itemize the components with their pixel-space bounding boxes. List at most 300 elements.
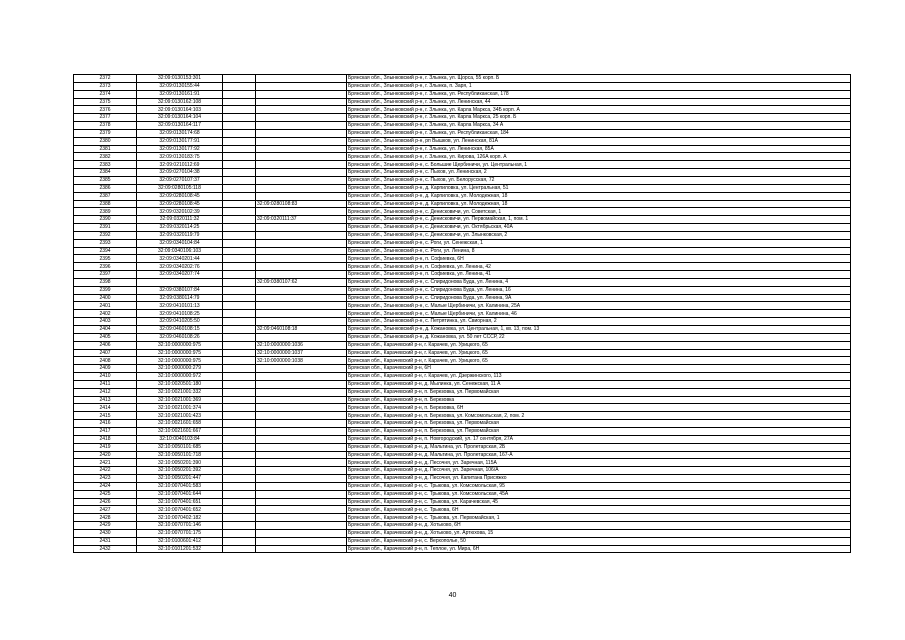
cadastral-number-cell: 32:10:0021601:658 bbox=[137, 420, 223, 428]
related-number-cell bbox=[256, 247, 347, 255]
row-number-cell: 2391 bbox=[74, 224, 137, 232]
related-number-cell bbox=[256, 145, 347, 153]
related-number-cell bbox=[256, 302, 347, 310]
row-number-cell: 2372 bbox=[74, 75, 137, 83]
empty-cell bbox=[223, 396, 256, 404]
related-number-cell bbox=[256, 333, 347, 341]
address-cell: Брянская обл., Карачевский р-н, с. Трыкова, ул. Карачевская, 45 bbox=[347, 498, 851, 506]
address-cell: Брянская обл., Злынковский р-н, г. Злынка, ул. Республиканская, 184 bbox=[347, 129, 851, 137]
related-number-cell bbox=[256, 98, 347, 106]
address-cell: Брянская обл., Злынковский р-н, с. Пыхов, ул. Белорусская, 72 bbox=[347, 176, 851, 184]
cadastral-number-cell: 32:09:0340106:103 bbox=[137, 247, 223, 255]
address-cell: Брянская обл., Злынковский р-н, п. Софиевка, ул. Ленина, 41 bbox=[347, 271, 851, 279]
table-row bbox=[74, 184, 851, 192]
address-cell: Брянская обл., Злынковский р-н, д. Кожановка, ул. 50 лет СССР, 22 bbox=[347, 333, 851, 341]
address-cell: Брянская обл., Злынковский р-н, г. Злынка, ул. Ленинская, 44 bbox=[347, 98, 851, 106]
table-row bbox=[74, 333, 851, 341]
row-number-cell: 2430 bbox=[74, 529, 137, 537]
cadastral-number-cell: 32:10:0021601:667 bbox=[137, 427, 223, 435]
related-number-cell: 32:09:0320111:37 bbox=[256, 216, 347, 224]
address-cell: Брянская обл., Злынковский р-н, с. Малые Щербиничи, ул. Калинина, 46 bbox=[347, 310, 851, 318]
row-number-cell: 2388 bbox=[74, 200, 137, 208]
related-number-cell bbox=[256, 129, 347, 137]
row-number-cell: 2375 bbox=[74, 98, 137, 106]
address-cell: Брянская обл., Карачевский р-н, с. Трыкова, 6Н bbox=[347, 506, 851, 514]
cadastral-number-cell: 32:09:0320114:25 bbox=[137, 224, 223, 232]
related-number-cell bbox=[256, 365, 347, 373]
related-number-cell bbox=[256, 263, 347, 271]
table-row bbox=[74, 435, 851, 443]
cadastral-number-cell: 32:10:0070401:651 bbox=[137, 498, 223, 506]
row-number-cell: 2383 bbox=[74, 161, 137, 169]
table-row bbox=[74, 341, 851, 349]
row-number-cell: 2410 bbox=[74, 373, 137, 381]
cadastral-number-cell: 32:10:0070402:182 bbox=[137, 514, 223, 522]
address-cell: Брянская обл., Карачевский р-н, д. Мылинка, ул. Сенежская, 11 А bbox=[347, 380, 851, 388]
row-number-cell: 2385 bbox=[74, 176, 137, 184]
related-number-cell: 32:10:0000000:1038 bbox=[256, 357, 347, 365]
related-number-cell bbox=[256, 443, 347, 451]
address-cell: Брянская обл., Злынковский р-н, д. Карпиловка, ул. Молодежная, 18 bbox=[347, 192, 851, 200]
cadastral-number-cell: 32:10:0021001:369 bbox=[137, 396, 223, 404]
address-cell: Брянская обл., Злынковский р-н, г. Злынка, ул. Щорса, 55 корп. Б bbox=[347, 75, 851, 83]
row-number-cell: 2411 bbox=[74, 380, 137, 388]
row-number-cell: 2402 bbox=[74, 310, 137, 318]
cadastral-number-cell: 32:10:0040103:84 bbox=[137, 435, 223, 443]
cadastral-number-cell: 32:10:0050201:390 bbox=[137, 459, 223, 467]
table-row bbox=[74, 224, 851, 232]
row-number-cell: 2392 bbox=[74, 231, 137, 239]
row-number-cell: 2397 bbox=[74, 271, 137, 279]
related-number-cell: 32:09:0380107:62 bbox=[256, 278, 347, 286]
cadastral-number-cell: 32:10:0070401:652 bbox=[137, 506, 223, 514]
related-number-cell bbox=[256, 294, 347, 302]
empty-cell bbox=[223, 114, 256, 122]
row-number-cell: 2404 bbox=[74, 326, 137, 334]
cadastral-number-cell: 32:09:0130183:75 bbox=[137, 153, 223, 161]
cadastral-number-cell: 32:09:0280105:118 bbox=[137, 184, 223, 192]
related-number-cell bbox=[256, 224, 347, 232]
related-number-cell bbox=[256, 388, 347, 396]
address-cell: Брянская обл., Злынковский р-н, г. Злынка, п. Заря, 1 bbox=[347, 82, 851, 90]
table-row bbox=[74, 114, 851, 122]
address-cell: Брянская обл., Злынковский р-н, г. Злынка, ул. Карла Маркса, 25 корп. Б bbox=[347, 114, 851, 122]
table-row bbox=[74, 75, 851, 83]
address-cell: Брянская обл., Карачевский р-н, д. Песочня, ул. Заречная, 115А bbox=[347, 459, 851, 467]
empty-cell bbox=[223, 373, 256, 381]
address-cell: Брянская обл., Карачевский р-н, п. Березовка bbox=[347, 396, 851, 404]
address-cell: Брянская обл., Злынковский р-н, д. Карпиловка, ул. Центральная, 51 bbox=[347, 184, 851, 192]
related-number-cell bbox=[256, 396, 347, 404]
cadastral-number-cell: 32:09:0130164:117 bbox=[137, 122, 223, 130]
empty-cell bbox=[223, 341, 256, 349]
address-cell: Брянская обл., Злынковский р-н, с. Спиридонова Буда, ул. Ленина, 9А bbox=[347, 294, 851, 302]
row-number-cell: 2413 bbox=[74, 396, 137, 404]
empty-cell bbox=[223, 294, 256, 302]
row-number-cell: 2412 bbox=[74, 388, 137, 396]
empty-cell bbox=[223, 208, 256, 216]
related-number-cell bbox=[256, 90, 347, 98]
address-cell: Брянская обл., Карачевский р-н, п. Новгородский, ул. 17 сентября, 27А bbox=[347, 435, 851, 443]
empty-cell bbox=[223, 90, 256, 98]
cadastral-number-cell: 32:09:0340104:84 bbox=[137, 239, 223, 247]
related-number-cell bbox=[256, 114, 347, 122]
empty-cell bbox=[223, 75, 256, 83]
row-number-cell: 2386 bbox=[74, 184, 137, 192]
address-cell: Брянская обл., Злынковский р-н, п. Софиевка, ул. Ленина, 42 bbox=[347, 263, 851, 271]
related-number-cell bbox=[256, 82, 347, 90]
related-number-cell bbox=[256, 435, 347, 443]
row-number-cell: 2426 bbox=[74, 498, 137, 506]
row-number-cell: 2384 bbox=[74, 169, 137, 177]
related-number-cell: 32:10:0000000:1036 bbox=[256, 341, 347, 349]
row-number-cell: 2377 bbox=[74, 114, 137, 122]
table-row bbox=[74, 208, 851, 216]
empty-cell bbox=[223, 224, 256, 232]
empty-cell bbox=[223, 522, 256, 530]
cadastral-number-cell: 32:09:0410108:25 bbox=[137, 310, 223, 318]
row-number-cell: 2422 bbox=[74, 467, 137, 475]
table-row bbox=[74, 388, 851, 396]
table-row bbox=[74, 192, 851, 200]
empty-cell bbox=[223, 482, 256, 490]
related-number-cell bbox=[256, 231, 347, 239]
address-cell: Брянская обл., Злынковский р-н, с. Денисковичи, ул. Злынковская, 2 bbox=[347, 231, 851, 239]
row-number-cell: 2378 bbox=[74, 122, 137, 130]
address-cell: Брянская обл., Злынковский р-н, с. Спиридонова Буда, ул. Ленина, 16 bbox=[347, 286, 851, 294]
cadastral-number-cell: 32:09:0320119:79 bbox=[137, 231, 223, 239]
row-number-cell: 2416 bbox=[74, 420, 137, 428]
related-number-cell: 32:10:0000000:1037 bbox=[256, 349, 347, 357]
table-row bbox=[74, 498, 851, 506]
cadastral-number-cell: 32:09:0340202:76 bbox=[137, 263, 223, 271]
table-row bbox=[74, 443, 851, 451]
related-number-cell bbox=[256, 451, 347, 459]
address-cell: Брянская обл., Злынковский р-н, с. Роги, ул. Ленина, 8 bbox=[347, 247, 851, 255]
table-row bbox=[74, 522, 851, 530]
related-number-cell bbox=[256, 506, 347, 514]
related-number-cell bbox=[256, 459, 347, 467]
cadastral-number-cell: 32:09:0130164:103 bbox=[137, 106, 223, 114]
cadastral-number-cell: 32:09:0130164:104 bbox=[137, 114, 223, 122]
empty-cell bbox=[223, 255, 256, 263]
cadastral-number-cell: 32:10:0070701:175 bbox=[137, 529, 223, 537]
related-number-cell bbox=[256, 545, 347, 553]
table-row bbox=[74, 286, 851, 294]
cadastral-number-cell: 32:10:0021001:423 bbox=[137, 412, 223, 420]
table-row bbox=[74, 396, 851, 404]
related-number-cell bbox=[256, 475, 347, 483]
address-cell: Брянская обл., Карачевский р-н, г. Карачев, ул. Урицкого, 65 bbox=[347, 357, 851, 365]
address-cell: Брянская обл., Злынковский р-н, г. Злынка, ул. Ленинская, 85А bbox=[347, 145, 851, 153]
cadastral-number-cell: 32:09:0280108:45 bbox=[137, 200, 223, 208]
cadastral-number-cell: 32:09:0460108:26 bbox=[137, 333, 223, 341]
row-number-cell: 2389 bbox=[74, 208, 137, 216]
table-row bbox=[74, 467, 851, 475]
address-cell: Брянская обл., Злынковский р-н, с. Петрятинка, ул. Свиорная, 2 bbox=[347, 318, 851, 326]
cadastral-number-cell: 32:09:0320111:32 bbox=[137, 216, 223, 224]
table-row bbox=[74, 200, 851, 208]
address-cell: Брянская обл., Карачевский р-н, с. Трыкова, ул. Комсомольская, 95 bbox=[347, 482, 851, 490]
cadastral-number-cell: 32:09:0380107:84 bbox=[137, 286, 223, 294]
address-cell: Брянская обл., Злынковский р-н, с. Малые Щербиничи, ул. Калинина, 25А bbox=[347, 302, 851, 310]
cadastral-number-cell: 32:10:0050201:392 bbox=[137, 467, 223, 475]
empty-cell bbox=[223, 357, 256, 365]
related-number-cell bbox=[256, 184, 347, 192]
empty-cell bbox=[223, 161, 256, 169]
row-number-cell: 2374 bbox=[74, 90, 137, 98]
related-number-cell bbox=[256, 537, 347, 545]
table-row bbox=[74, 255, 851, 263]
related-number-cell bbox=[256, 404, 347, 412]
empty-cell bbox=[223, 451, 256, 459]
row-number-cell: 2390 bbox=[74, 216, 137, 224]
cadastral-number-cell: 32:09:0210112:69 bbox=[137, 161, 223, 169]
table-row bbox=[74, 412, 851, 420]
address-cell: Брянская обл., Карачевский р-н, с. Верхополье, 50 bbox=[347, 537, 851, 545]
related-number-cell bbox=[256, 514, 347, 522]
related-number-cell bbox=[256, 271, 347, 279]
related-number-cell bbox=[256, 239, 347, 247]
related-number-cell bbox=[256, 498, 347, 506]
related-number-cell bbox=[256, 106, 347, 114]
cadastral-number-cell: 32:09:0340207:74 bbox=[137, 271, 223, 279]
cadastral-number-cell: 32:10:0000000:975 bbox=[137, 349, 223, 357]
address-cell: Брянская обл., Карачевский р-н, д. Мальтина, ул. Пролетарская, 167-А bbox=[347, 451, 851, 459]
row-number-cell: 2401 bbox=[74, 302, 137, 310]
row-number-cell: 2415 bbox=[74, 412, 137, 420]
table-row bbox=[74, 365, 851, 373]
row-number-cell: 2406 bbox=[74, 341, 137, 349]
empty-cell bbox=[223, 286, 256, 294]
table-row bbox=[74, 278, 851, 286]
address-cell: Брянская обл., Карачевский р-н, г. Карачев, ул. Урицкого, 65 bbox=[347, 349, 851, 357]
table-row bbox=[74, 98, 851, 106]
related-number-cell bbox=[256, 380, 347, 388]
empty-cell bbox=[223, 271, 256, 279]
empty-cell bbox=[223, 443, 256, 451]
row-number-cell: 2393 bbox=[74, 239, 137, 247]
row-number-cell: 2425 bbox=[74, 490, 137, 498]
table-row bbox=[74, 514, 851, 522]
related-number-cell bbox=[256, 169, 347, 177]
empty-cell bbox=[223, 137, 256, 145]
empty-cell bbox=[223, 145, 256, 153]
table-row bbox=[74, 176, 851, 184]
table-row bbox=[74, 137, 851, 145]
empty-cell bbox=[223, 247, 256, 255]
empty-cell bbox=[223, 239, 256, 247]
empty-cell bbox=[223, 216, 256, 224]
empty-cell bbox=[223, 388, 256, 396]
related-number-cell bbox=[256, 137, 347, 145]
cadastral-number-cell: 32:09:0270104:38 bbox=[137, 169, 223, 177]
table-row bbox=[74, 129, 851, 137]
related-number-cell bbox=[256, 490, 347, 498]
empty-cell bbox=[223, 404, 256, 412]
address-cell: Брянская обл., Карачевский р-н, п. Теплое, ул. Мира, 6Н bbox=[347, 545, 851, 553]
address-cell: Брянская обл., Карачевский р-н, с. Трыкова, ул. Комсомольская, 45А bbox=[347, 490, 851, 498]
table-row bbox=[74, 90, 851, 98]
empty-cell bbox=[223, 475, 256, 483]
row-number-cell: 2429 bbox=[74, 522, 137, 530]
row-number-cell: 2414 bbox=[74, 404, 137, 412]
cadastral-number-cell: 32:09:0320102:39 bbox=[137, 208, 223, 216]
empty-cell bbox=[223, 200, 256, 208]
table-row bbox=[74, 427, 851, 435]
cadastral-number-cell: 32:10:0021001:332 bbox=[137, 388, 223, 396]
table-row bbox=[74, 529, 851, 537]
row-number-cell: 2387 bbox=[74, 192, 137, 200]
empty-cell bbox=[223, 420, 256, 428]
row-number-cell: 2427 bbox=[74, 506, 137, 514]
table-row bbox=[74, 169, 851, 177]
address-cell: Брянская обл., Карачевский р-н, д. Хотьково, 6Н bbox=[347, 522, 851, 530]
address-cell: Брянская обл., Злынковский р-н, г. Злынка, ул. Республиканская, 178 bbox=[347, 90, 851, 98]
empty-cell bbox=[223, 318, 256, 326]
cadastral-number-cell: 32:09:0130177:91 bbox=[137, 137, 223, 145]
related-number-cell bbox=[256, 482, 347, 490]
table-row bbox=[74, 216, 851, 224]
address-cell: Брянская обл., Злынковский р-н, д. Кожановка, ул. Центральная, 1, кв. 13, пом. 13 bbox=[347, 326, 851, 334]
address-cell: Брянская обл., Злынковский р-н, с. Большие Щербиничи, ул. Центральная, 1 bbox=[347, 161, 851, 169]
empty-cell bbox=[223, 459, 256, 467]
row-number-cell: 2423 bbox=[74, 475, 137, 483]
row-number-cell: 2376 bbox=[74, 106, 137, 114]
address-cell: Брянская обл., Злынковский р-н, с. Денисковичи, ул. Октябрьская, 40А bbox=[347, 224, 851, 232]
empty-cell bbox=[223, 506, 256, 514]
related-number-cell bbox=[256, 286, 347, 294]
address-cell: Брянская обл., Карачевский р-н, п. Березовка, ул. Первомайская bbox=[347, 420, 851, 428]
address-cell: Брянская обл., Злынковский р-н, г. Злынка, ул. Карла Маркса, 34Б корп. А bbox=[347, 106, 851, 114]
empty-cell bbox=[223, 380, 256, 388]
table-row bbox=[74, 537, 851, 545]
row-number-cell: 2405 bbox=[74, 333, 137, 341]
row-number-cell: 2418 bbox=[74, 435, 137, 443]
empty-cell bbox=[223, 169, 256, 177]
registry-table bbox=[73, 74, 851, 553]
row-number-cell: 2381 bbox=[74, 145, 137, 153]
table-row bbox=[74, 153, 851, 161]
table-row bbox=[74, 482, 851, 490]
table-row bbox=[74, 506, 851, 514]
table-row bbox=[74, 545, 851, 553]
empty-cell bbox=[223, 498, 256, 506]
cadastral-number-cell: 32:09:0130162:108 bbox=[137, 98, 223, 106]
row-number-cell: 2428 bbox=[74, 514, 137, 522]
address-cell: Брянская обл., Злынковский р-н, рп Вышков, ул. Ленинская, 81А bbox=[347, 137, 851, 145]
table-row bbox=[74, 404, 851, 412]
table-row bbox=[74, 231, 851, 239]
row-number-cell: 2373 bbox=[74, 82, 137, 90]
empty-cell bbox=[223, 490, 256, 498]
table-row bbox=[74, 326, 851, 334]
table-body bbox=[74, 75, 851, 553]
empty-cell bbox=[223, 231, 256, 239]
empty-cell bbox=[223, 192, 256, 200]
row-number-cell: 2395 bbox=[74, 255, 137, 263]
row-number-cell: 2399 bbox=[74, 286, 137, 294]
related-number-cell bbox=[256, 529, 347, 537]
row-number-cell: 2396 bbox=[74, 263, 137, 271]
table-row bbox=[74, 263, 851, 271]
address-cell: Брянская обл., Злынковский р-н, п. Софиевка, 6Н bbox=[347, 255, 851, 263]
address-cell: Брянская обл., Карачевский р-н, п. Березовка, ул. Первомайская bbox=[347, 427, 851, 435]
empty-cell bbox=[223, 412, 256, 420]
row-number-cell: 2420 bbox=[74, 451, 137, 459]
cadastral-number-cell bbox=[137, 278, 223, 286]
cadastral-number-cell: 32:10:0050101:685 bbox=[137, 443, 223, 451]
cadastral-number-cell: 32:09:0130161:91 bbox=[137, 90, 223, 98]
empty-cell bbox=[223, 176, 256, 184]
related-number-cell bbox=[256, 122, 347, 130]
table-row bbox=[74, 475, 851, 483]
row-number-cell: 2398 bbox=[74, 278, 137, 286]
table-row bbox=[74, 294, 851, 302]
address-cell: Брянская обл., Карачевский р-н, с. Трыкова, ул. Первомайская, 1 bbox=[347, 514, 851, 522]
empty-cell bbox=[223, 153, 256, 161]
cadastral-number-cell: 32:09:0410101:13 bbox=[137, 302, 223, 310]
empty-cell bbox=[223, 545, 256, 553]
address-cell: Брянская обл., Карачевский р-н, д. Хотьково, ул. Артюхова, 15 bbox=[347, 529, 851, 537]
cadastral-number-cell: 32:10:0050201:447 bbox=[137, 475, 223, 483]
row-number-cell: 2379 bbox=[74, 129, 137, 137]
table-row bbox=[74, 106, 851, 114]
cadastral-number-cell: 32:09:0410205:50 bbox=[137, 318, 223, 326]
empty-cell bbox=[223, 427, 256, 435]
address-cell: Брянская обл., Карачевский р-н, г. Карачев, ул. Урицкого, 65 bbox=[347, 341, 851, 349]
cadastral-number-cell: 32:09:0270107:37 bbox=[137, 176, 223, 184]
empty-cell bbox=[223, 537, 256, 545]
empty-cell bbox=[223, 514, 256, 522]
empty-cell bbox=[223, 278, 256, 286]
related-number-cell bbox=[256, 255, 347, 263]
related-number-cell bbox=[256, 412, 347, 420]
address-cell: Брянская обл., Злынковский р-н, с. Денисковичи, ул. Советская, 1 bbox=[347, 208, 851, 216]
row-number-cell: 2419 bbox=[74, 443, 137, 451]
address-cell: Брянская обл., Злынковский р-н, с. Пыхов, ул. Ленинская, 2 bbox=[347, 169, 851, 177]
table-row bbox=[74, 122, 851, 130]
related-number-cell bbox=[256, 192, 347, 200]
cadastral-number-cell: 32:10:0070701:146 bbox=[137, 522, 223, 530]
related-number-cell bbox=[256, 176, 347, 184]
row-number-cell: 2403 bbox=[74, 318, 137, 326]
cadastral-number-cell: 32:10:0050101:718 bbox=[137, 451, 223, 459]
cadastral-number-cell: 32:09:0130174:68 bbox=[137, 129, 223, 137]
related-number-cell bbox=[256, 420, 347, 428]
address-cell: Брянская обл., Злынковский р-н, с. Роги, ул. Сенежская, 1 bbox=[347, 239, 851, 247]
address-cell: Брянская обл., Злынковский р-н, д. Карпиловка, ул. Молодежная, 18 bbox=[347, 200, 851, 208]
empty-cell bbox=[223, 98, 256, 106]
table-row bbox=[74, 451, 851, 459]
related-number-cell bbox=[256, 208, 347, 216]
address-cell: Брянская обл., Карачевский р-н, д. Мальтина, ул. Пролетарская, 2Б bbox=[347, 443, 851, 451]
row-number-cell: 2431 bbox=[74, 537, 137, 545]
table-row bbox=[74, 318, 851, 326]
address-cell: Брянская обл., Злынковский р-н, г. Злынка, ул. Кирова, 126А корп. А bbox=[347, 153, 851, 161]
cadastral-number-cell: 32:09:0130177:92 bbox=[137, 145, 223, 153]
related-number-cell bbox=[256, 318, 347, 326]
cadastral-number-cell: 32:10:0101201:532 bbox=[137, 545, 223, 553]
table-row bbox=[74, 380, 851, 388]
cadastral-number-cell: 32:09:0280108:45 bbox=[137, 192, 223, 200]
page-number: 40 bbox=[448, 592, 457, 599]
empty-cell bbox=[223, 82, 256, 90]
empty-cell bbox=[223, 333, 256, 341]
table-row bbox=[74, 161, 851, 169]
row-number-cell: 2417 bbox=[74, 427, 137, 435]
cadastral-number-cell: 32:09:0460108:15 bbox=[137, 326, 223, 334]
